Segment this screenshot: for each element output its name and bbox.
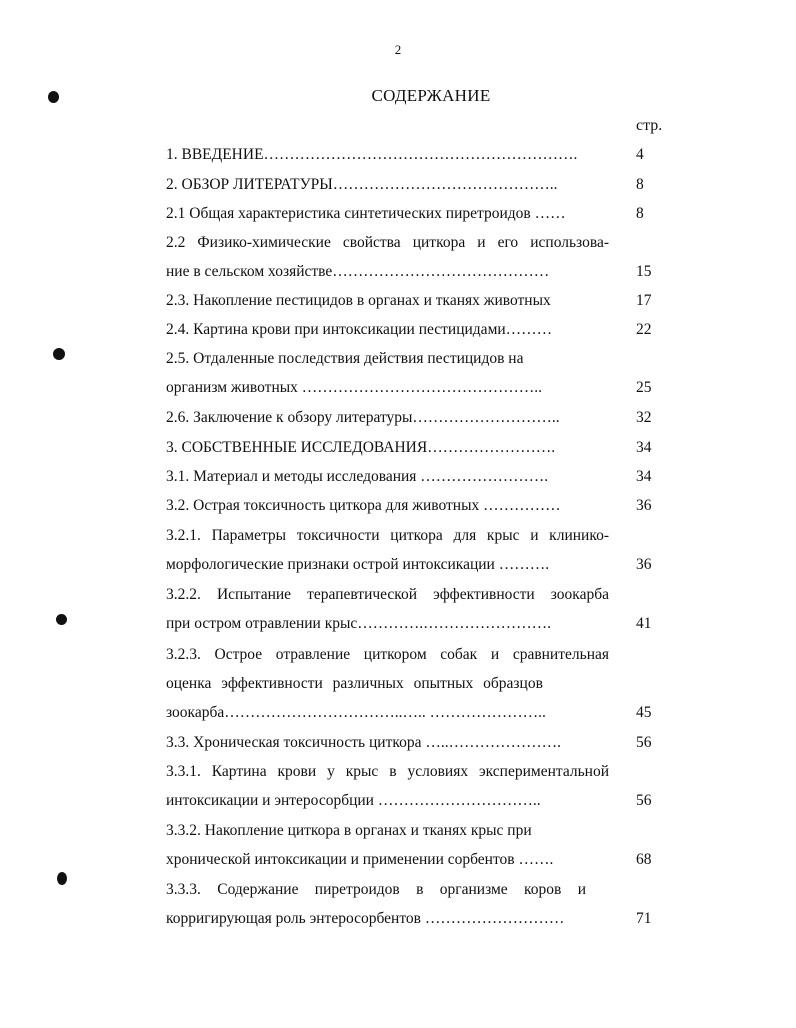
toc-entry-3-2-2-line2: при остром отравлении крыс………….…………………….	[166, 615, 552, 632]
toc-entry-3-3-1-line2: интоксикации и энтеросорбции …………………………..	[166, 792, 541, 809]
toc-entry-2-2-line2: ние в сельском хозяйстве……………………………………	[166, 263, 550, 280]
toc-entry-2-5-line1: 2.5. Отдаленные последствия действия пестицидов на	[166, 350, 524, 367]
toc-entry-3-2-3-line1: 3.2.3. Острое отравление циткором собак и сравнительная	[166, 646, 609, 663]
toc-entry-3-3-1-line1: 3.3.1. Картина крови у крыс в условиях экспериментальной	[166, 763, 609, 780]
toc-page-2-1: 8	[636, 205, 644, 222]
toc-page-2-6: 32	[636, 409, 652, 426]
toc-page-3-3: 56	[636, 734, 652, 751]
pages-column-label: стр.	[636, 117, 663, 134]
toc-page-3-1: 34	[636, 468, 652, 485]
toc-entry-3-2-1-line1: 3.2.1. Параметры токсичности циткора для крыс и клинико-	[166, 527, 609, 544]
toc-page-3-2: 36	[636, 497, 652, 514]
toc-entry-3: 3. СОБСТВЕННЫЕ ИССЛЕДОВАНИЯ…………………….	[166, 439, 556, 456]
toc-entry-2-2-line1: 2.2 Физико-химические свойства циткора и его использова-	[166, 234, 609, 251]
toc-page-3-3-3: 71	[636, 910, 652, 927]
toc-page-1: 4	[636, 146, 644, 163]
toc-entry-2-1: 2.1 Общая характеристика синтетических пиретроидов ……	[166, 205, 566, 222]
toc-page-2: 8	[636, 176, 644, 193]
toc-page-3-2-3: 45	[636, 704, 652, 721]
toc-entry-3-3-2-line1: 3.3.2. Накопление циткора в органах и тканях крыс при	[166, 822, 532, 839]
toc-page-2-3: 17	[636, 292, 652, 309]
page-title: СОДЕРЖАНИЕ	[371, 86, 491, 105]
toc-entry-3-1: 3.1. Материал и методы исследования …………………….	[166, 468, 549, 485]
toc-page-2-5: 25	[636, 379, 652, 396]
toc-entry-2-4: 2.4. Картина крови при интоксикации пестицидами………	[166, 321, 553, 338]
toc-page-3-3-2: 68	[636, 851, 652, 868]
toc-page-3-2-1: 36	[636, 556, 652, 573]
toc-page-3: 34	[636, 439, 652, 456]
toc-entry-2-3: 2.3. Накопление пестицидов в органах и тканях животных	[166, 292, 551, 309]
toc-entry-3-2-3-line3: зоокарба……………………………..….. …………………..	[166, 704, 546, 721]
toc-entry-3-2-2-line1: 3.2.2. Испытание терапевтической эффективности зоокарба	[166, 586, 609, 603]
toc-entry-2: 2. ОБЗОР ЛИТЕРАТУРЫ……………………………………..	[166, 176, 558, 193]
toc-entry-3-2-1-line2: морфологические признаки острой интоксикации ……….	[166, 556, 550, 573]
page-number: 2	[394, 42, 402, 57]
toc-entry-3-3-2-line2: хронической интоксикации и применении сорбентов …….	[166, 851, 554, 868]
toc-entry-3-3: 3.3. Хроническая токсичность циткора …..………………….	[166, 734, 561, 751]
toc-entry-2-6: 2.6. Заключение к обзору литературы………………………..	[166, 409, 560, 426]
toc-entry-1: 1. ВВЕДЕНИЕ…………………………………………………….	[166, 146, 578, 163]
toc-page-3-2-2: 41	[636, 615, 652, 632]
toc-page-2-2: 15	[636, 263, 652, 280]
toc-page-3-3-1: 56	[636, 792, 652, 809]
toc-entry-3-2: 3.2. Острая токсичность циткора для животных ……………	[166, 497, 561, 514]
toc-entry-3-2-3-line2: оценка эффективности различных опытных образцов	[166, 675, 543, 692]
toc-entry-3-3-3-line2: корригирующая роль энтеросорбентов ………………………	[166, 910, 565, 927]
toc-page-2-4: 22	[636, 321, 652, 338]
toc-entry-2-5-line2: организм животных ………………………………………..	[166, 379, 543, 396]
toc-entry-3-3-3-line1: 3.3.3. Содержание пиретроидов в организме коров и	[166, 881, 586, 898]
